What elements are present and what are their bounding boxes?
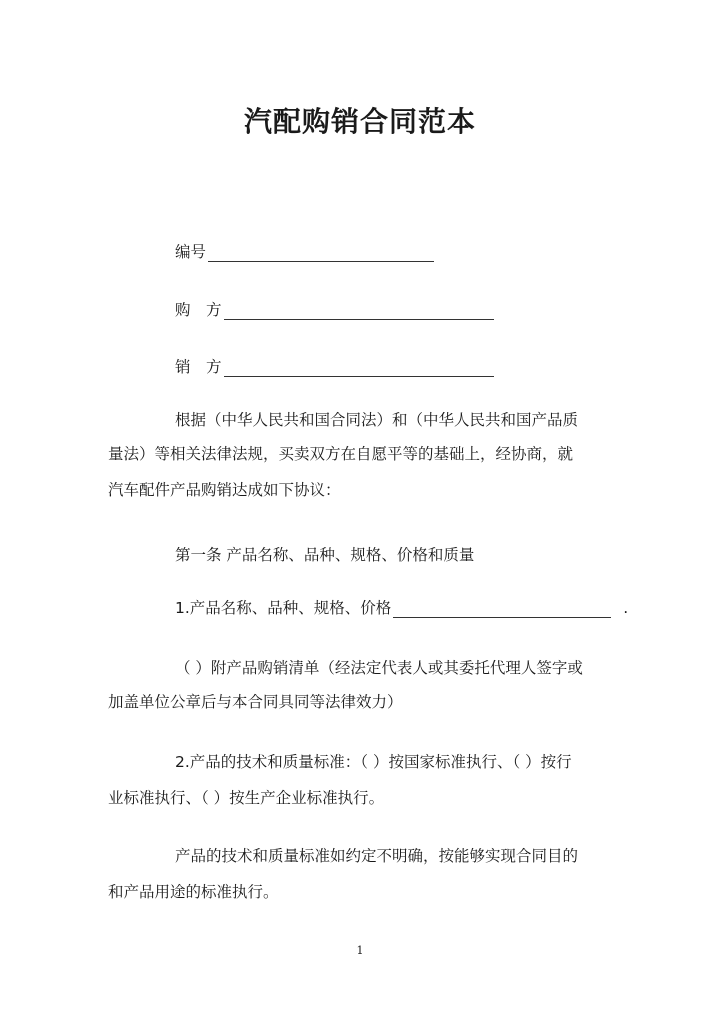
number-blank[interactable]	[208, 245, 434, 262]
item-1-label: 1.产品名称、品种、规格、价格	[175, 599, 392, 617]
seller-blank[interactable]	[224, 360, 494, 377]
document-title: 汽配购销合同范本	[243, 105, 476, 138]
buyer-blank[interactable]	[224, 303, 494, 320]
paragraph-3-line-1: 产品的技术和质量标准如约定不明确，按能够实现合同目的	[175, 847, 579, 865]
item-2-line-1: 2.产品的技术和质量标准：（ ）按国家标准执行、（ ）按行	[175, 753, 572, 771]
seller-field	[175, 357, 494, 377]
paragraph-2-line-1: （ ）附产品购销清单（经法定代表人或其委托代理人签字或	[175, 659, 583, 677]
paragraph-2-line-2: 加盖单位公章后与本合同具同等法律效力）	[108, 693, 403, 711]
item-2-line-2: 业标准执行、（ ）按生产企业标准执行。	[108, 789, 385, 807]
number-field	[175, 242, 434, 262]
buyer-label: 购 方	[175, 301, 222, 319]
buyer-field	[175, 300, 494, 320]
article-1-heading: 第一条 产品名称、品种、规格、价格和质量	[175, 546, 475, 564]
paragraph-1-line-1: 根据（中华人民共和国合同法）和（中华人民共和国产品质	[175, 411, 579, 429]
item-1-end: .	[623, 599, 629, 617]
paragraph-1-line-2: 量法）等相关法律法规，买卖双方在自愿平等的基础上，经协商，就	[108, 445, 574, 463]
number-label: 编号	[175, 243, 207, 261]
page-number: 1	[356, 944, 364, 957]
seller-label: 销 方	[175, 358, 222, 376]
paragraph-3-line-2: 和产品用途的标准执行。	[108, 883, 279, 901]
item-1-row	[175, 598, 628, 618]
paragraph-1-line-3: 汽车配件产品购销达成如下协议：	[108, 481, 341, 499]
item-1-blank[interactable]	[393, 601, 611, 618]
